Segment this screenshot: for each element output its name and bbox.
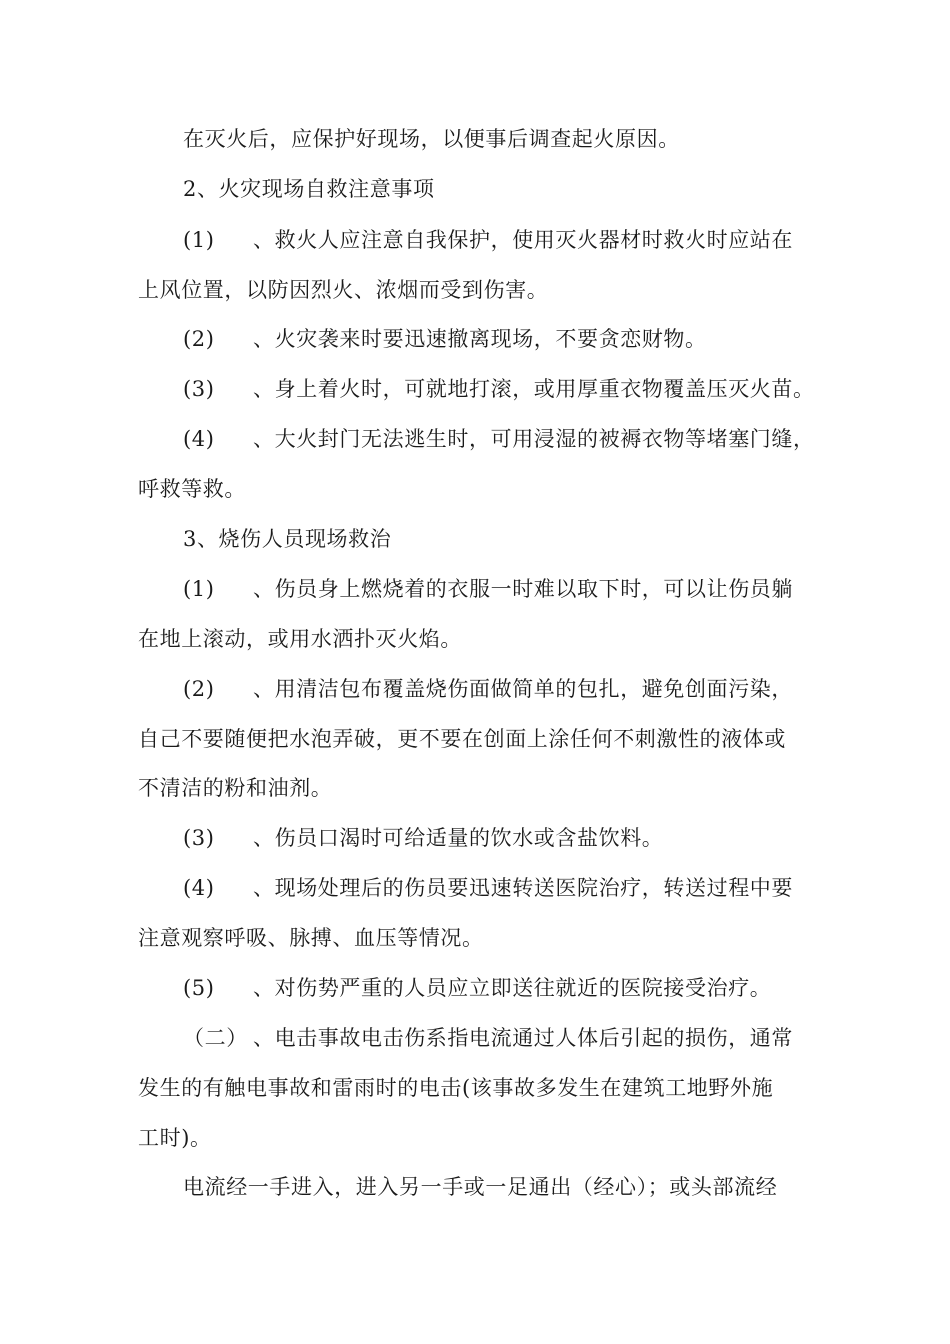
- paragraph-line: [183, 1172, 777, 1202]
- list-item: [0, 1023, 950, 1053]
- line-text: 上风位置，以防因烈火、浓烟而受到伤害。: [138, 278, 549, 302]
- line-text: 自己不要随便把水泡弄破，更不要在创面上涂任何不刺激性的液体或: [138, 727, 786, 751]
- line-text: 、伤员身上燃烧着的衣服一时难以取下时，可以让伤员躺: [253, 577, 793, 601]
- line-text: 、伤员口渴时可给适量的饮水或含盐饮料。: [253, 826, 664, 850]
- line-text: 、现场处理后的伤员要迅速转送医院治疗，转送过程中要: [253, 876, 793, 900]
- line-text: 注意观察呼吸、脉搏、血压等情况。: [138, 926, 484, 950]
- list-item: [0, 973, 950, 1003]
- line-text: 、身上着火时，可就地打滚，或用厚重衣物覆盖压灭火苗。: [253, 377, 815, 401]
- line-text: 、电击事故电击伤系指电流通过人体后引起的损伤，通常: [253, 1026, 793, 1050]
- item-number: (4): [183, 427, 215, 451]
- item-number: (1): [183, 228, 215, 252]
- line-text: 2、火灾现场自救注意事项: [183, 177, 435, 201]
- paragraph-line: [138, 923, 484, 953]
- list-item: [0, 823, 950, 853]
- item-number: (4): [183, 876, 215, 900]
- section-heading: [183, 174, 435, 204]
- item-number: (3): [183, 377, 215, 401]
- paragraph-line: [138, 275, 548, 305]
- item-number: （二）: [183, 1026, 248, 1050]
- line-text: 、火灾袭来时要迅速撤离现场，不要贪恋财物。: [253, 327, 707, 351]
- line-text: 电流经一手进入，进入另一手或一足通出（经心）；或头部流经: [183, 1175, 778, 1199]
- list-item: [0, 574, 950, 604]
- line-text: 不清洁的粉和油剂。: [138, 776, 333, 800]
- item-number: (5): [183, 976, 215, 1000]
- line-text: 、大火封门无法逃生时，可用浸湿的被褥衣物等堵塞门缝，: [253, 427, 815, 451]
- paragraph-line: [138, 624, 462, 654]
- line-text: 、对伤势严重的人员应立即送往就近的医院接受治疗。: [253, 976, 772, 1000]
- item-number: (1): [183, 577, 215, 601]
- item-number: (2): [183, 327, 215, 351]
- list-item: [0, 674, 950, 704]
- paragraph-line: [138, 773, 332, 803]
- section-heading: [183, 524, 391, 554]
- paragraph-line: [183, 124, 680, 154]
- paragraph-line: [138, 724, 786, 754]
- line-text: 在灭火后，应保护好现场，以便事后调查起火原因。: [183, 127, 680, 151]
- list-item: [0, 873, 950, 903]
- list-item: [0, 374, 950, 404]
- paragraph-line: [138, 1123, 212, 1153]
- list-item: [0, 225, 950, 255]
- list-item: [0, 424, 950, 454]
- line-text: 在地上滚动，或用水洒扑灭火焰。: [138, 627, 462, 651]
- line-text: 发生的有触电事故和雷雨时的电击(该事故多发生在建筑工地野外施: [138, 1076, 774, 1100]
- paragraph-line: [138, 474, 246, 504]
- line-text: 3、烧伤人员现场救治: [183, 527, 392, 551]
- item-number: (2): [183, 677, 215, 701]
- list-item: [0, 324, 950, 354]
- paragraph-line: [138, 1073, 773, 1103]
- line-text: 、用清洁包布覆盖烧伤面做简单的包扎，避免创面污染，: [253, 677, 793, 701]
- item-number: (3): [183, 826, 215, 850]
- line-text: 工时)。: [138, 1126, 212, 1150]
- line-text: 呼救等救。: [138, 477, 246, 501]
- line-text: 、救火人应注意自我保护，使用灭火器材时救火时应站在: [253, 228, 793, 252]
